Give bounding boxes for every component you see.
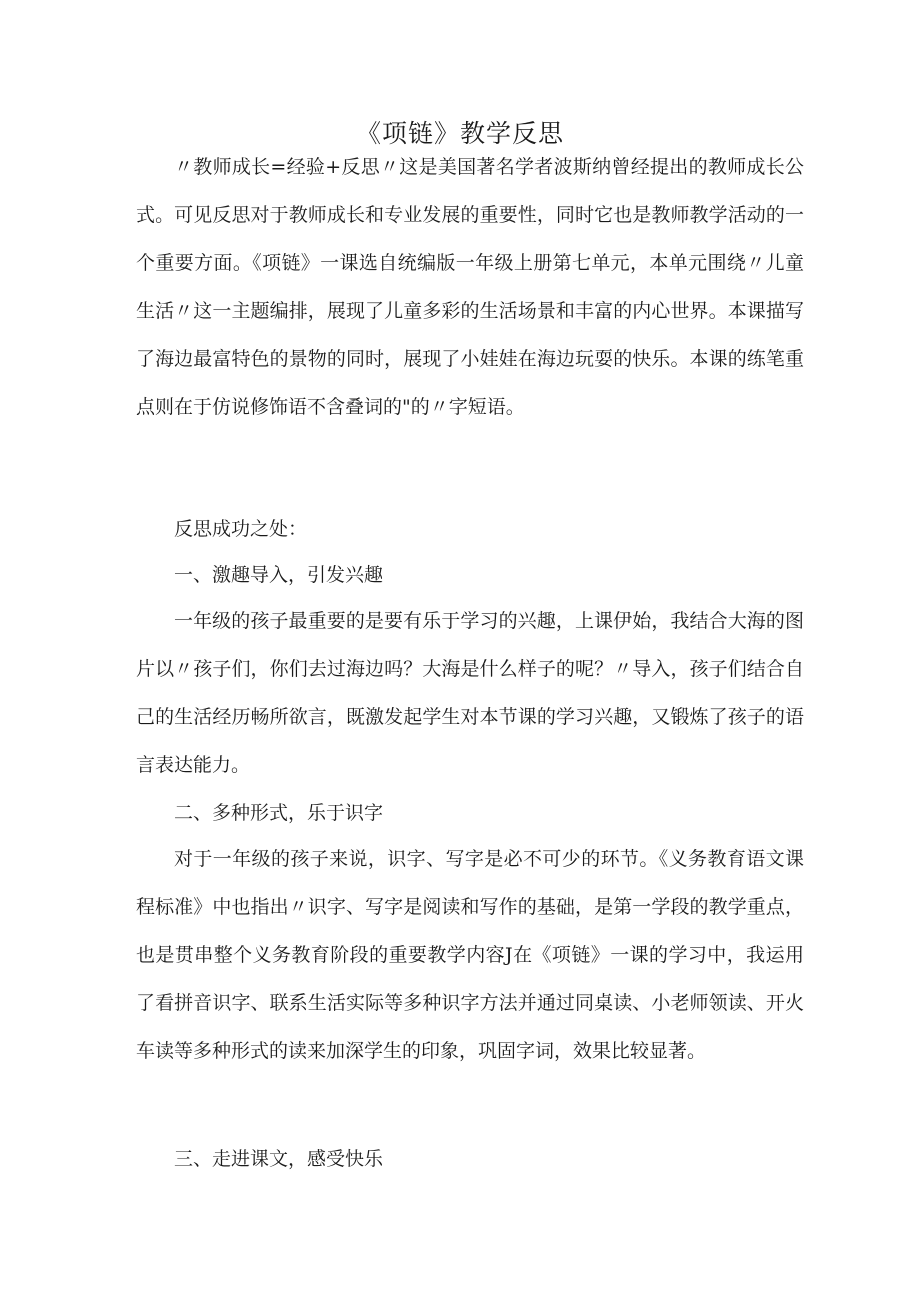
- intro-paragraph: 〃教师成长=经验+反思〃这是美国著名学者波斯纳曾经提出的教师成长公式。可见反思对于教师成长和专业发展的重要性，同时它也是教师教学活动的一个重要方面。《项链》一课选自统编版一年级上册第七单元，本单元围绕〃儿童生活〃这一主题编排，展现了儿童多彩的生活场景和丰富的内心世界。本课描写了海边最富特色的景物的同时，展现了小娃娃在海边玩耍的快乐。本课的练笔重点则在于仿说修饰语不含叠词的"的〃字短语。: [136, 156, 804, 418]
- section-two-paragraph: 对于一年级的孩子来说，识字、写字是必不可少的环节。《义务教育语文课程标准》中也指出〃识字、写字是阅读和写作的基础，是第一学段的教学重点，也是贯串整个义务教育阶段的重要教学内容J在《项链》一课的学习中，我运用了看拼音识字、联系生活实际等多种识字方法并通过同桌读、小老师领读、开火车读等多种形式的读来加深学生的印象，巩固字词，效果比较显著。: [136, 848, 804, 1062]
- section-one-heading: 一、激趣导入，引发兴趣: [174, 564, 384, 586]
- section-three-heading: 三、走进课文，感受快乐: [174, 1148, 384, 1170]
- section-one-paragraph: 一年级的孩子最重要的是要有乐于学习的兴趣，上课伊始，我结合大海的图片以〃孩子们，你们去过海边吗？大海是什么样子的呢？〃导入，孩子们结合自己的生活经历畅所欲言，既激发起学生对本节课的学习兴趣，又锻炼了孩子的语言表达能力。: [136, 610, 804, 776]
- document-title: 《项链》教学反思: [355, 119, 564, 148]
- success-heading: 反思成功之处：: [174, 518, 308, 540]
- section-two-heading: 二、多种形式，乐于识字: [174, 802, 384, 824]
